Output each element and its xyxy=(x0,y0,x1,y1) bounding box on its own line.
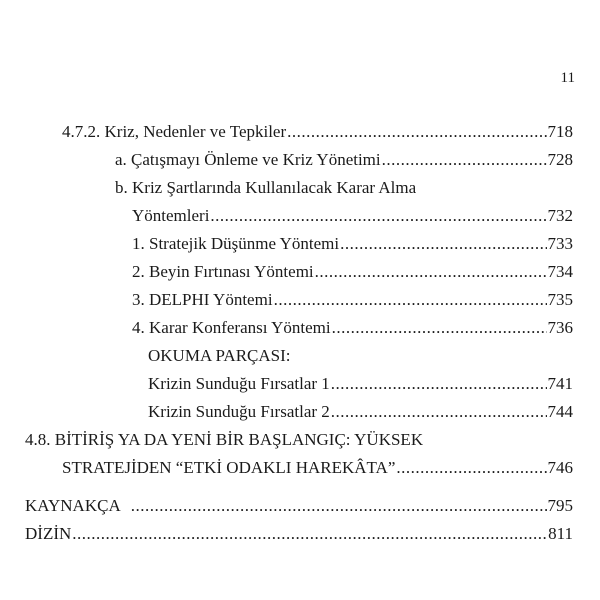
toc-entry-label: STRATEJİDEN “ETKİ ODAKLI HAREKÂTA” xyxy=(62,458,396,477)
toc-entry-page: 744 xyxy=(547,402,573,421)
toc-entry-page: 735 xyxy=(547,290,573,309)
page-number: 11 xyxy=(560,70,575,86)
toc-entry-page: 728 xyxy=(547,150,573,169)
toc-entry-firsatlar-1 xyxy=(148,374,573,394)
dot-leader xyxy=(396,458,546,478)
toc-entry-label: DİZİN xyxy=(25,524,72,543)
toc-entry-dizin xyxy=(25,524,573,544)
toc-entry-yontemleri xyxy=(132,206,573,226)
toc-entry-label: Yöntemleri xyxy=(132,206,210,225)
toc-entry-stratejik-dusunme xyxy=(132,234,573,254)
dot-leader xyxy=(72,524,547,544)
dot-leader xyxy=(382,150,547,170)
toc-entry-catismayi-onleme xyxy=(115,150,573,170)
toc-entry-page: 736 xyxy=(547,318,573,337)
toc-entry-label: a. Çatışmayı Önleme ve Kriz Yönetimi xyxy=(115,150,381,169)
dot-leader xyxy=(210,206,546,226)
toc-entry-page: 732 xyxy=(547,206,573,225)
toc-entry-label: Krizin Sunduğu Fırsatlar 2 xyxy=(148,402,330,421)
dot-leader xyxy=(331,374,547,394)
dot-leader xyxy=(287,122,546,142)
toc-entry-page: 718 xyxy=(547,122,573,141)
toc-entry-page: 733 xyxy=(547,234,573,253)
toc-entry-firsatlar-2 xyxy=(148,402,573,422)
toc-entry-label: 4. Karar Konferansı Yöntemi xyxy=(132,318,331,337)
toc-entry-label: 2. Beyin Fırtınası Yöntemi xyxy=(132,262,314,281)
toc-entry-bitiris xyxy=(25,430,573,450)
toc-entry-page: 741 xyxy=(547,374,573,393)
dot-leader xyxy=(315,262,547,282)
toc-entry-label: OKUMA PARÇASI: xyxy=(148,346,291,365)
toc-entry-page: 795 xyxy=(547,496,573,515)
toc-entry-karar-konferansi xyxy=(132,318,573,338)
toc-entry-beyin-firtinasi xyxy=(132,262,573,282)
toc-entry-kaynakca xyxy=(25,496,573,516)
toc-entry-label: 3. DELPHI Yöntemi xyxy=(132,290,273,309)
toc-entry-page: 811 xyxy=(548,524,573,543)
toc-entry-page: 746 xyxy=(547,458,573,477)
toc-entry-kriz-nedenler xyxy=(62,122,573,142)
toc-entry-delphi xyxy=(132,290,573,310)
dot-leader xyxy=(274,290,547,310)
toc-entry-stratejiden xyxy=(62,458,573,478)
toc-entry-okuma-parcasi xyxy=(148,346,573,366)
dot-leader xyxy=(332,318,547,338)
dot-leader xyxy=(340,234,546,254)
toc-entry-label: Krizin Sunduğu Fırsatlar 1 xyxy=(148,374,330,393)
toc-entry-karar-alma xyxy=(115,178,573,198)
toc-entry-label: KAYNAKÇA xyxy=(25,496,121,515)
toc-entry-label: 4.8. BİTİRİŞ YA DA YENİ BİR BAŞLANGIÇ: YÜKSEK xyxy=(25,430,424,449)
toc-entry-label: 4.7.2. Kriz, Nedenler ve Tepkiler xyxy=(62,122,287,141)
toc-entry-label: 1. Stratejik Düşünme Yöntemi xyxy=(132,234,340,253)
toc-entry-label: b. Kriz Şartlarında Kullanılacak Karar Alma xyxy=(115,178,417,197)
dot-leader xyxy=(131,496,547,516)
dot-leader xyxy=(331,402,547,422)
toc-entry-page: 734 xyxy=(547,262,573,281)
